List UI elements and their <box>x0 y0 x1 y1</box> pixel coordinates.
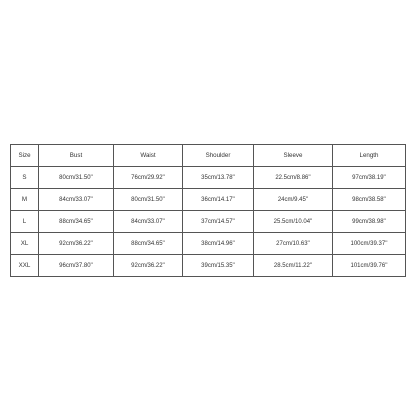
sleeve-cell: 25.5cm/10.04'' <box>254 211 333 233</box>
header-length: Length <box>333 145 406 167</box>
table-row <box>11 189 406 211</box>
length-cell: 100cm/39.37'' <box>333 233 406 255</box>
length-cell: 97cm/38.19'' <box>333 167 406 189</box>
header-waist: Waist <box>114 145 183 167</box>
shoulder-cell: 35cm/13.78'' <box>183 167 254 189</box>
waist-cell: 88cm/34.65'' <box>114 233 183 255</box>
size-chart-table <box>10 144 406 277</box>
shoulder-cell: 38cm/14.96'' <box>183 233 254 255</box>
header-size: Size <box>11 145 39 167</box>
length-cell: 101cm/39.76'' <box>333 255 406 277</box>
sleeve-cell: 28.5cm/11.22'' <box>254 255 333 277</box>
header-bust: Bust <box>39 145 114 167</box>
header-row <box>11 145 406 167</box>
shoulder-cell: 39cm/15.35'' <box>183 255 254 277</box>
table-row <box>11 211 406 233</box>
bust-cell: 84cm/33.07'' <box>39 189 114 211</box>
bust-cell: 80cm/31.50'' <box>39 167 114 189</box>
waist-cell: 84cm/33.07'' <box>114 211 183 233</box>
table-row <box>11 255 406 277</box>
table-row <box>11 233 406 255</box>
sleeve-cell: 24cm/9.45'' <box>254 189 333 211</box>
size-cell: XXL <box>11 255 39 277</box>
bust-cell: 88cm/34.65'' <box>39 211 114 233</box>
waist-cell: 80cm/31.50'' <box>114 189 183 211</box>
size-cell: XL <box>11 233 39 255</box>
length-cell: 99cm/38.98'' <box>333 211 406 233</box>
header-shoulder: Shoulder <box>183 145 254 167</box>
waist-cell: 92cm/36.22'' <box>114 255 183 277</box>
size-cell: L <box>11 211 39 233</box>
table-row <box>11 167 406 189</box>
bust-cell: 96cm/37.80'' <box>39 255 114 277</box>
sleeve-cell: 22.5cm/8.86'' <box>254 167 333 189</box>
length-cell: 98cm/38.58'' <box>333 189 406 211</box>
header-sleeve: Sleeve <box>254 145 333 167</box>
shoulder-cell: 36cm/14.17'' <box>183 189 254 211</box>
waist-cell: 76cm/29.92'' <box>114 167 183 189</box>
bust-cell: 92cm/36.22'' <box>39 233 114 255</box>
sleeve-cell: 27cm/10.63'' <box>254 233 333 255</box>
size-cell: S <box>11 167 39 189</box>
size-cell: M <box>11 189 39 211</box>
shoulder-cell: 37cm/14.57'' <box>183 211 254 233</box>
